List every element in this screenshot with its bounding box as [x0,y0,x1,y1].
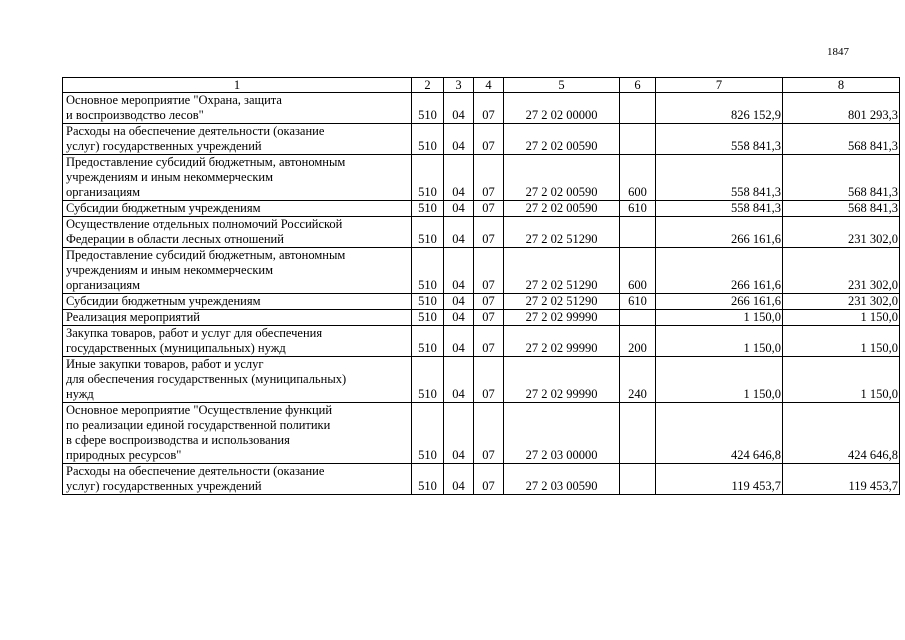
amount-year1-cell: 424 646,8 [656,403,783,464]
code-expense-type-cell: 200 [620,326,656,357]
table-row [63,201,900,217]
column-header: 3 [444,78,474,93]
row-name-cell: Иные закупки товаров, работ и услуг для обеспечения государственных (муниципальных) нужд [63,357,412,403]
code-admin-cell: 510 [412,248,444,294]
code-target-cell: 27 2 02 00590 [504,124,620,155]
amount-year1-cell: 558 841,3 [656,124,783,155]
amount-year2-cell: 231 302,0 [783,217,900,248]
code-subsection-cell: 07 [474,357,504,403]
code-expense-type-cell: 600 [620,155,656,201]
code-section-cell: 04 [444,217,474,248]
table-row [63,403,900,464]
amount-year2-cell: 568 841,3 [783,155,900,201]
row-name-cell: Расходы на обеспечение деятельности (оказание услуг) государственных учреждений [63,464,412,495]
column-header: 6 [620,78,656,93]
row-name-cell: Реализация мероприятий [63,310,412,326]
column-header: 7 [656,78,783,93]
code-section-cell: 04 [444,357,474,403]
amount-year1-cell: 119 453,7 [656,464,783,495]
amount-year1-cell: 1 150,0 [656,326,783,357]
row-name-cell: Закупка товаров, работ и услуг для обеспечения государственных (муниципальных) нужд [63,326,412,357]
code-admin-cell: 510 [412,310,444,326]
code-target-cell: 27 2 02 00000 [504,93,620,124]
column-header: 1 [63,78,412,93]
table-row [63,248,900,294]
table-row [63,155,900,201]
amount-year1-cell: 1 150,0 [656,357,783,403]
code-subsection-cell: 07 [474,310,504,326]
code-subsection-cell: 07 [474,294,504,310]
code-subsection-cell: 07 [474,155,504,201]
table-row [63,357,900,403]
code-admin-cell: 510 [412,201,444,217]
code-section-cell: 04 [444,248,474,294]
code-section-cell: 04 [444,201,474,217]
code-section-cell: 04 [444,403,474,464]
row-name-cell: Предоставление субсидий бюджетным, автономным учреждениям и иным некоммерческим организациям [63,155,412,201]
code-subsection-cell: 07 [474,217,504,248]
code-admin-cell: 510 [412,294,444,310]
code-expense-type-cell [620,124,656,155]
code-subsection-cell: 07 [474,93,504,124]
code-admin-cell: 510 [412,403,444,464]
row-name-cell: Субсидии бюджетным учреждениям [63,294,412,310]
amount-year1-cell: 266 161,6 [656,217,783,248]
amount-year2-cell: 1 150,0 [783,326,900,357]
code-expense-type-cell [620,217,656,248]
code-expense-type-cell [620,310,656,326]
page-number: 1847 [827,46,849,58]
amount-year2-cell: 801 293,3 [783,93,900,124]
code-target-cell: 27 2 02 99990 [504,310,620,326]
code-target-cell: 27 2 02 00590 [504,201,620,217]
code-admin-cell: 510 [412,155,444,201]
code-subsection-cell: 07 [474,464,504,495]
code-section-cell: 04 [444,326,474,357]
table-row [63,93,900,124]
column-header: 4 [474,78,504,93]
column-header: 5 [504,78,620,93]
row-name-cell: Расходы на обеспечение деятельности (оказание услуг) государственных учреждений [63,124,412,155]
amount-year2-cell: 1 150,0 [783,310,900,326]
row-name-cell: Субсидии бюджетным учреждениям [63,201,412,217]
code-section-cell: 04 [444,93,474,124]
code-expense-type-cell [620,93,656,124]
code-expense-type-cell [620,403,656,464]
code-section-cell: 04 [444,124,474,155]
code-subsection-cell: 07 [474,201,504,217]
code-subsection-cell: 07 [474,326,504,357]
amount-year1-cell: 266 161,6 [656,294,783,310]
code-admin-cell: 510 [412,464,444,495]
amount-year2-cell: 231 302,0 [783,294,900,310]
code-section-cell: 04 [444,155,474,201]
code-expense-type-cell: 600 [620,248,656,294]
row-name-cell: Предоставление субсидий бюджетным, автономным учреждениям и иным некоммерческим организациям [63,248,412,294]
code-admin-cell: 510 [412,217,444,248]
code-section-cell: 04 [444,310,474,326]
amount-year2-cell: 424 646,8 [783,403,900,464]
budget-table [62,77,900,495]
amount-year1-cell: 1 150,0 [656,310,783,326]
code-admin-cell: 510 [412,124,444,155]
code-admin-cell: 510 [412,93,444,124]
code-target-cell: 27 2 02 51290 [504,248,620,294]
code-target-cell: 27 2 02 00590 [504,155,620,201]
amount-year2-cell: 1 150,0 [783,357,900,403]
code-subsection-cell: 07 [474,403,504,464]
table-row [63,326,900,357]
code-target-cell: 27 2 03 00590 [504,464,620,495]
row-name-cell: Основное мероприятие "Осуществление функций по реализации единой государственной политики в сфере воспроизводства и использования природных ресурсов" [63,403,412,464]
code-target-cell: 27 2 02 51290 [504,294,620,310]
table-row [63,294,900,310]
table-row [63,217,900,248]
amount-year1-cell: 826 152,9 [656,93,783,124]
code-section-cell: 04 [444,464,474,495]
code-target-cell: 27 2 02 99990 [504,326,620,357]
column-header: 2 [412,78,444,93]
code-expense-type-cell [620,464,656,495]
code-target-cell: 27 2 02 51290 [504,217,620,248]
amount-year1-cell: 558 841,3 [656,201,783,217]
code-subsection-cell: 07 [474,124,504,155]
code-target-cell: 27 2 03 00000 [504,403,620,464]
amount-year1-cell: 266 161,6 [656,248,783,294]
amount-year2-cell: 119 453,7 [783,464,900,495]
code-subsection-cell: 07 [474,248,504,294]
amount-year2-cell: 568 841,3 [783,201,900,217]
table-header-row [63,78,900,93]
code-expense-type-cell: 240 [620,357,656,403]
code-expense-type-cell: 610 [620,201,656,217]
code-expense-type-cell: 610 [620,294,656,310]
amount-year1-cell: 558 841,3 [656,155,783,201]
code-target-cell: 27 2 02 99990 [504,357,620,403]
table-row [63,464,900,495]
row-name-cell: Осуществление отдельных полномочий Российской Федерации в области лесных отношений [63,217,412,248]
table-row [63,124,900,155]
code-admin-cell: 510 [412,357,444,403]
code-section-cell: 04 [444,294,474,310]
row-name-cell: Основное мероприятие "Охрана, защита и воспроизводство лесов" [63,93,412,124]
amount-year2-cell: 231 302,0 [783,248,900,294]
column-header: 8 [783,78,900,93]
amount-year2-cell: 568 841,3 [783,124,900,155]
code-admin-cell: 510 [412,326,444,357]
table-row [63,310,900,326]
